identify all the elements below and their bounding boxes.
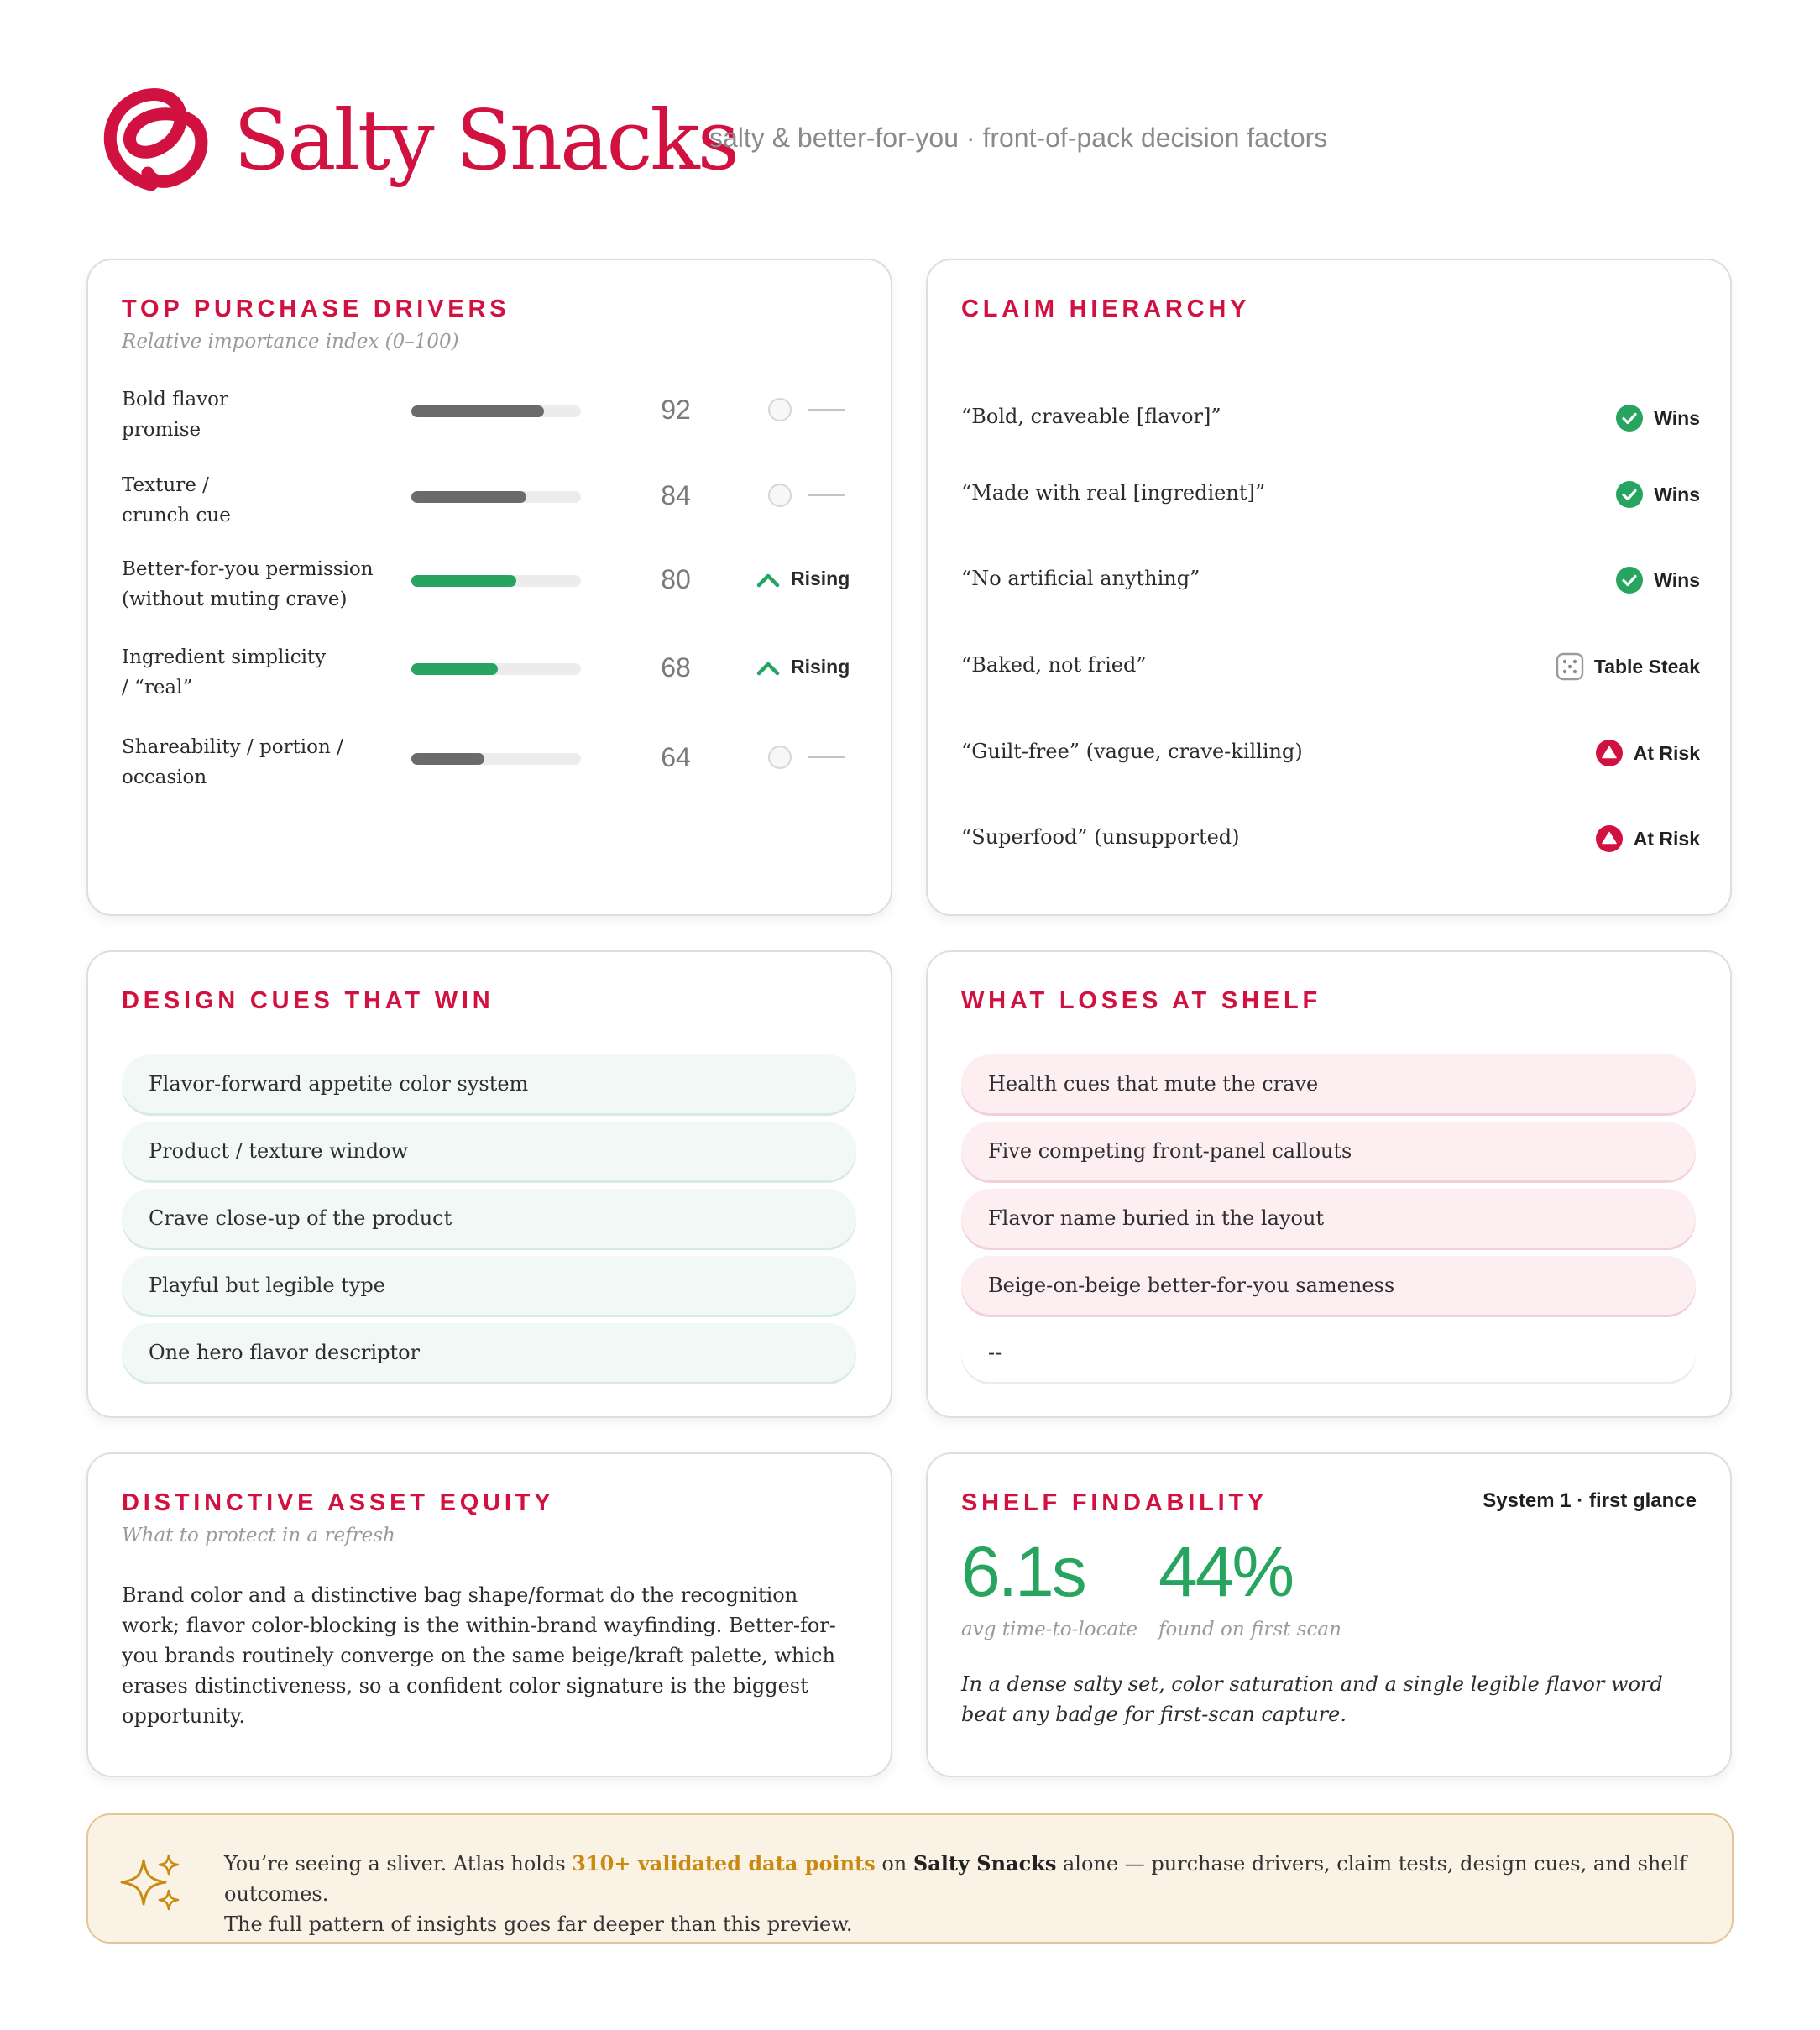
claim-status-label: At Risk <box>1633 827 1700 850</box>
claim-text: “Baked, not fried” <box>961 653 1147 677</box>
metric-value: 44% <box>1158 1532 1293 1611</box>
check-circle-icon <box>1615 404 1644 432</box>
design-cue-item: Playful but legible type <box>122 1256 856 1315</box>
design-cue-item: Product / texture window <box>122 1122 856 1180</box>
claim-status-label: Wins <box>1654 483 1700 505</box>
asset-body: Brand color and a distinctive bag shape/format do the recognition work; flavor color-blocking is the within-brand wayfinding. Better-for-you brands routinely converge on the same beige/kraft palette, which erases distinctiveness, so a confident color signature is the biggest opportunity. <box>122 1583 836 1728</box>
asset-card <box>86 1452 892 1777</box>
banner-text-part: on <box>875 1852 913 1876</box>
metric-first-scan <box>1158 1530 1341 1640</box>
arrow-up-icon <box>756 569 781 589</box>
shelf-loser-item: Beige-on-beige better-for-you sameness <box>961 1256 1696 1315</box>
claim-text: “Made with real [ingredient]” <box>961 481 1266 505</box>
driver-row <box>122 554 860 621</box>
driver-label-line2: crunch cue <box>122 505 231 526</box>
data-points-highlight: 310+ validated data points <box>572 1851 876 1876</box>
claims-title: CLAIM HIERARCHY <box>961 296 1251 322</box>
driver-label-line2: occasion <box>122 766 207 788</box>
page-header <box>101 84 1696 201</box>
driver-label-line2: promise <box>122 419 201 441</box>
importance-bar <box>411 405 581 417</box>
claim-status-label: At Risk <box>1633 741 1700 764</box>
drivers-subtitle: Relative importance index (0–100) <box>122 331 459 353</box>
check-circle-icon <box>1615 480 1644 509</box>
driver-label-line2: (without muting crave) <box>122 589 348 610</box>
neutral-dash-icon <box>808 409 845 411</box>
sparkle-icon <box>118 1854 186 1914</box>
importance-value: 84 <box>661 480 691 510</box>
banner-text-part: alone — purchase drivers, claim tests, design cues, and shelf outcomes. <box>224 1852 1687 1906</box>
shelf-loser-item: Flavor name buried in the layout <box>961 1189 1696 1248</box>
trend-indicator <box>756 651 860 688</box>
metric-time-to-locate <box>961 1530 1138 1640</box>
claim-status-badge <box>1556 651 1700 682</box>
importance-bar-fill <box>411 575 516 587</box>
dice-icon <box>1556 652 1584 681</box>
driver-label <box>122 554 390 615</box>
driver-row <box>122 470 860 537</box>
claim-row <box>961 819 1700 861</box>
claim-text: “Guilt-free” (vague, crave-killing) <box>961 740 1303 763</box>
driver-label-line2: / “real” <box>122 677 193 698</box>
trend-indicator <box>756 393 860 430</box>
driver-row <box>122 732 860 799</box>
importance-bar-fill <box>411 753 484 765</box>
claim-status-badge <box>1595 738 1700 768</box>
trend-label: Rising <box>791 568 850 589</box>
driver-label-line1: Shareability / portion / <box>122 736 343 758</box>
shelf-title: SHELF FINDABILITY <box>961 1489 1268 1516</box>
claim-row <box>961 398 1700 440</box>
design-cues-card <box>86 950 892 1418</box>
driver-row <box>122 385 860 452</box>
pretzel-logo-icon <box>101 84 210 198</box>
importance-value: 92 <box>661 395 691 425</box>
loses-card <box>926 950 1732 1418</box>
neutral-dash-icon <box>808 756 845 758</box>
trend-indicator <box>756 562 860 599</box>
trend-indicator <box>756 479 860 515</box>
shelf-loser-item: -- <box>961 1323 1696 1382</box>
driver-label <box>122 470 390 531</box>
shelf-note: In a dense salty set, color saturation and a single legible flavor word beat any badge for first-scan capture. <box>961 1672 1663 1726</box>
design-cue-item: Flavor-forward appetite color system <box>122 1054 856 1113</box>
banner-brand: Salty Snacks <box>913 1851 1057 1876</box>
shelf-loser-item: Five competing front-panel callouts <box>961 1122 1696 1180</box>
claim-text: “Bold, craveable [flavor]” <box>961 405 1221 428</box>
drivers-title: TOP PURCHASE DRIVERS <box>122 296 510 322</box>
driver-label-line1: Texture / <box>122 474 209 496</box>
system1-badge: System 1 · first glance <box>1483 1489 1697 1512</box>
trend-label: Rising <box>791 656 850 678</box>
metric-label: avg time-to-locate <box>961 1619 1138 1640</box>
neutral-dot-icon <box>768 746 792 769</box>
importance-bar-fill <box>411 491 526 503</box>
claim-status-badge <box>1615 479 1700 510</box>
alert-triangle-icon <box>1595 739 1624 767</box>
importance-bar <box>411 575 581 587</box>
claim-row <box>961 646 1700 688</box>
driver-label-line1: Better-for-you permission <box>122 558 374 580</box>
shelf-loser-item: Health cues that mute the crave <box>961 1054 1696 1113</box>
metric-value: 6.1s <box>961 1532 1085 1611</box>
claim-row <box>961 560 1700 602</box>
importance-bar-fill <box>411 663 498 675</box>
check-circle-icon <box>1615 566 1644 594</box>
driver-label-line1: Ingredient simplicity <box>122 646 327 668</box>
importance-bar <box>411 753 581 765</box>
trend-indicator <box>756 740 860 777</box>
importance-value: 68 <box>661 652 691 683</box>
banner-text-line2: The full pattern of insights goes far deeper than this preview. <box>224 1912 853 1936</box>
driver-label <box>122 642 390 703</box>
brand-title: Salty Snacks <box>233 93 738 189</box>
driver-label <box>122 732 390 793</box>
design-cue-item: Crave close-up of the product <box>122 1189 856 1248</box>
banner-text-part: You’re seeing a sliver. Atlas holds <box>224 1852 573 1876</box>
design-cue-item: One hero flavor descriptor <box>122 1323 856 1382</box>
alert-triangle-icon <box>1595 824 1624 853</box>
asset-title: DISTINCTIVE ASSET EQUITY <box>122 1489 555 1516</box>
claim-status-badge <box>1615 565 1700 595</box>
neutral-dot-icon <box>768 484 792 507</box>
claim-status-badge <box>1595 824 1700 854</box>
design-cues-title: DESIGN CUES THAT WIN <box>122 987 494 1014</box>
claims-card <box>926 259 1732 916</box>
upsell-banner <box>86 1813 1734 1944</box>
banner-text <box>224 1849 1702 1939</box>
claim-row <box>961 733 1700 775</box>
claim-text: “No artificial anything” <box>961 567 1200 590</box>
shelf-card <box>926 1452 1732 1777</box>
claim-status-label: Wins <box>1654 406 1700 429</box>
importance-value: 64 <box>661 742 691 772</box>
tagline: salty & better-for-you · front-of-pack decision factors <box>709 123 1328 153</box>
claim-row <box>961 474 1700 516</box>
neutral-dash-icon <box>808 494 845 496</box>
importance-bar-fill <box>411 405 544 417</box>
claim-status-label: Wins <box>1654 568 1700 591</box>
asset-subtitle: What to protect in a refresh <box>122 1525 395 1546</box>
loses-title: WHAT LOSES AT SHELF <box>961 987 1321 1014</box>
importance-value: 80 <box>661 564 691 594</box>
driver-label <box>122 385 390 445</box>
arrow-up-icon <box>756 657 781 678</box>
driver-label-line1: Bold flavor <box>122 389 229 411</box>
claim-status-label: Table Steak <box>1593 655 1700 678</box>
claim-status-badge <box>1615 403 1700 433</box>
importance-bar <box>411 491 581 503</box>
claim-text: “Superfood” (unsupported) <box>961 825 1240 849</box>
neutral-dot-icon <box>768 398 792 421</box>
metric-label: found on first scan <box>1158 1619 1341 1640</box>
driver-row <box>122 642 860 709</box>
importance-bar <box>411 663 581 675</box>
drivers-card <box>86 259 892 916</box>
